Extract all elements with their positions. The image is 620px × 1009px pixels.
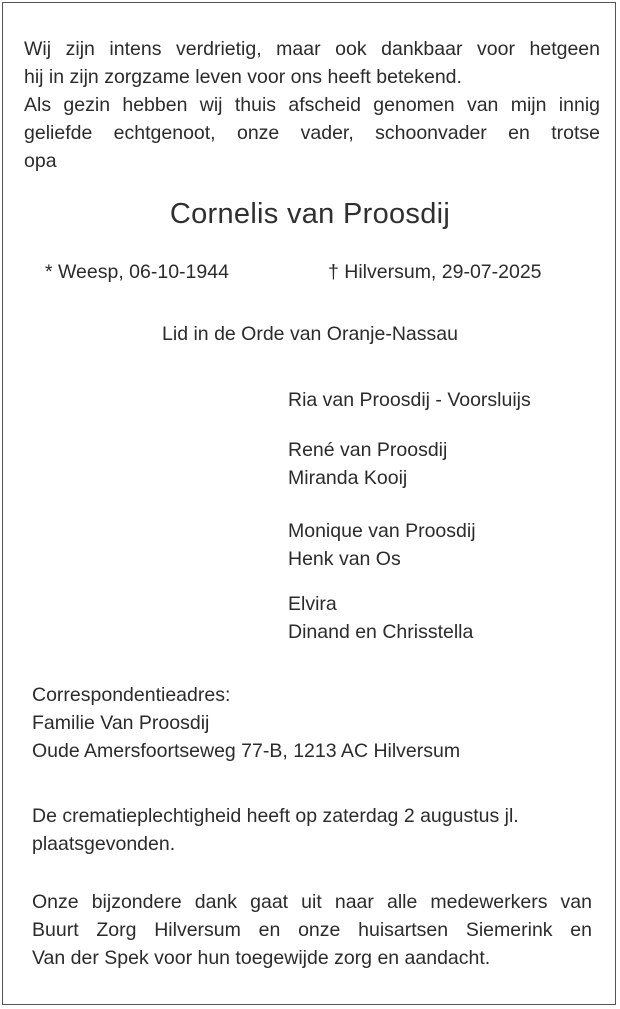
correspondence-block	[32, 681, 460, 765]
intro-line-5: opa	[24, 150, 57, 172]
cremation-line-2: plaatsgevonden.	[32, 833, 176, 855]
intro-text	[24, 35, 600, 175]
cremation-line-1: De crematieplechtigheid heeft op zaterdag 2 augustus jl.	[32, 805, 519, 827]
correspondence-label: Correspondentieadres:	[32, 684, 231, 706]
family-member: Monique van Proosdij	[288, 520, 476, 542]
family-group-1	[288, 386, 531, 414]
family-group-2	[288, 436, 447, 492]
cremation-paragraph	[32, 802, 592, 858]
family-group-3	[288, 517, 476, 573]
family-member: Elvira	[288, 593, 337, 615]
deceased-name: Cornelis van Proosdij	[169, 198, 451, 230]
thanks-line-3: Van der Spek voor hun toegewijde zorg en aandacht.	[32, 947, 491, 969]
obituary-card	[2, 2, 616, 1005]
death-info: † Hilversum, 29-07-2025	[328, 261, 542, 283]
family-member: Dinand en Chrisstella	[288, 621, 474, 643]
thanks-line-2: Buurt Zorg Hilversum en onze huisartsen Siemerink en	[32, 919, 592, 941]
thanks-line-1: Onze bijzondere dank gaat uit naar alle medewerkers van	[32, 891, 592, 913]
intro-line-3: Als gezin hebben wij thuis afscheid genomen van mijn innig	[24, 94, 600, 116]
intro-line-1: Wij zijn intens verdrietig, maar ook dankbaar voor hetgeen	[24, 38, 600, 60]
family-group-4	[288, 590, 473, 646]
thanks-paragraph	[32, 888, 592, 972]
correspondence-address: Oude Amersfoortseweg 77-B, 1213 AC Hilversum	[32, 740, 461, 762]
family-member: René van Proosdij	[288, 439, 448, 461]
honour-line: Lid in de Orde van Oranje-Nassau	[162, 323, 458, 345]
birth-info: * Weesp, 06-10-1944	[45, 261, 229, 283]
correspondence-name: Familie Van Proosdij	[32, 712, 210, 734]
family-member: Henk van Os	[288, 548, 401, 570]
intro-line-2: hij in zijn zorgzame leven voor ons heeft betekend.	[24, 66, 462, 88]
family-member: Miranda Kooij	[288, 467, 408, 489]
family-member: Ria van Proosdij - Voorsluijs	[288, 389, 531, 411]
intro-line-4: geliefde echtgenoot, onze vader, schoonvader en trotse	[24, 122, 600, 144]
